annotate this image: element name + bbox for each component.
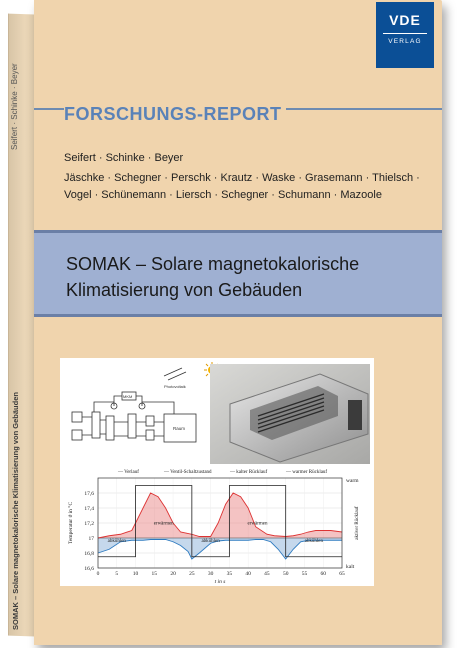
x-tick-label: 45 (264, 571, 270, 577)
authors-main: Seifert · Schinke · Beyer (64, 152, 184, 164)
y-tick-label: 16,8 (84, 551, 94, 557)
right-axis-label: aktiver Rücklauf (355, 506, 360, 540)
annotation-cool-2: abkühlen (201, 538, 220, 544)
x-tick-label: 40 (245, 571, 251, 577)
x-tick-label: 55 (301, 571, 308, 577)
y-tick-label: 17,6 (84, 491, 94, 497)
legend-verlauf: — Verlauf (118, 470, 139, 475)
legend-cold: — kalter Rücklauf (230, 470, 268, 475)
x-tick-label: 5 (115, 571, 119, 577)
title-line-1: SOMAK – Solare magnetokalorische (66, 254, 360, 274)
schematic-mkm-label: MKM (123, 394, 133, 399)
title-line-2: Klimatisierung von Gebäuden (66, 280, 303, 300)
x-tick-label: 50 (282, 571, 289, 577)
y-tick-label: 17 (88, 536, 94, 542)
book-cover (34, 0, 442, 645)
device-photo (210, 364, 370, 464)
y-tick-label: 16,6 (84, 566, 94, 572)
legend-valve: — Ventil-Schaltzustand (164, 470, 212, 475)
x-tick-label: 20 (170, 571, 176, 577)
book-title (66, 251, 359, 303)
annotation-warm-1: erwärmen (153, 521, 174, 527)
y-tick-label: 17,2 (84, 521, 94, 527)
annotation-warm-2: erwärmen (247, 521, 268, 527)
annotation-cool-1: abkühlen (107, 538, 126, 544)
temperature-chart (60, 464, 374, 586)
system-schematic (64, 362, 204, 462)
vde-logo (376, 2, 434, 68)
title-band-bottom-rule (34, 314, 442, 317)
x-tick-label: 60 (320, 571, 326, 577)
x-tick-label: 0 (96, 571, 100, 577)
publisher-name: VERLAG (388, 38, 422, 45)
x-tick-label: 30 (207, 571, 214, 577)
spine-title: SOMAK – Solare magnetokalorische Klimatisierung von Gebäuden (11, 392, 20, 630)
x-tick-label: 10 (132, 571, 139, 577)
x-tick-label: 15 (151, 571, 158, 577)
y-axis-label: Temperatur ϑ in °C (68, 501, 74, 545)
y-tick-label: 17,4 (84, 506, 94, 512)
logo-divider (383, 33, 427, 34)
right-warm-label: warm (346, 478, 359, 484)
annotation-cool-3: abkühlen (304, 538, 324, 544)
logo-text: VDE (389, 12, 421, 28)
x-tick-label: 35 (226, 571, 233, 577)
schematic-room-label: Raum (173, 426, 186, 431)
x-tick-label: 25 (189, 571, 195, 577)
x-axis-label: t in s (214, 579, 226, 585)
x-tick-label: 65 (339, 571, 345, 577)
spine-authors: Seifert · Schinke · Beyer (10, 63, 19, 150)
series-title: FORSCHUNGS-REPORT (64, 104, 286, 125)
legend-warm: — warmer Rücklauf (286, 470, 328, 475)
schematic-pv-label: Photovoltaik (164, 384, 186, 389)
right-kalt-label: kalt (346, 564, 355, 570)
cover-figure (60, 358, 374, 586)
authors-line-2: Jäschke · Schegner · Perschk · Krautz · Waske · Grasemann · Thielsch · (64, 172, 420, 184)
authors-line-3: Vogel · Schünemann · Liersch · Schegner · Schumann · Mazoole (64, 189, 382, 201)
